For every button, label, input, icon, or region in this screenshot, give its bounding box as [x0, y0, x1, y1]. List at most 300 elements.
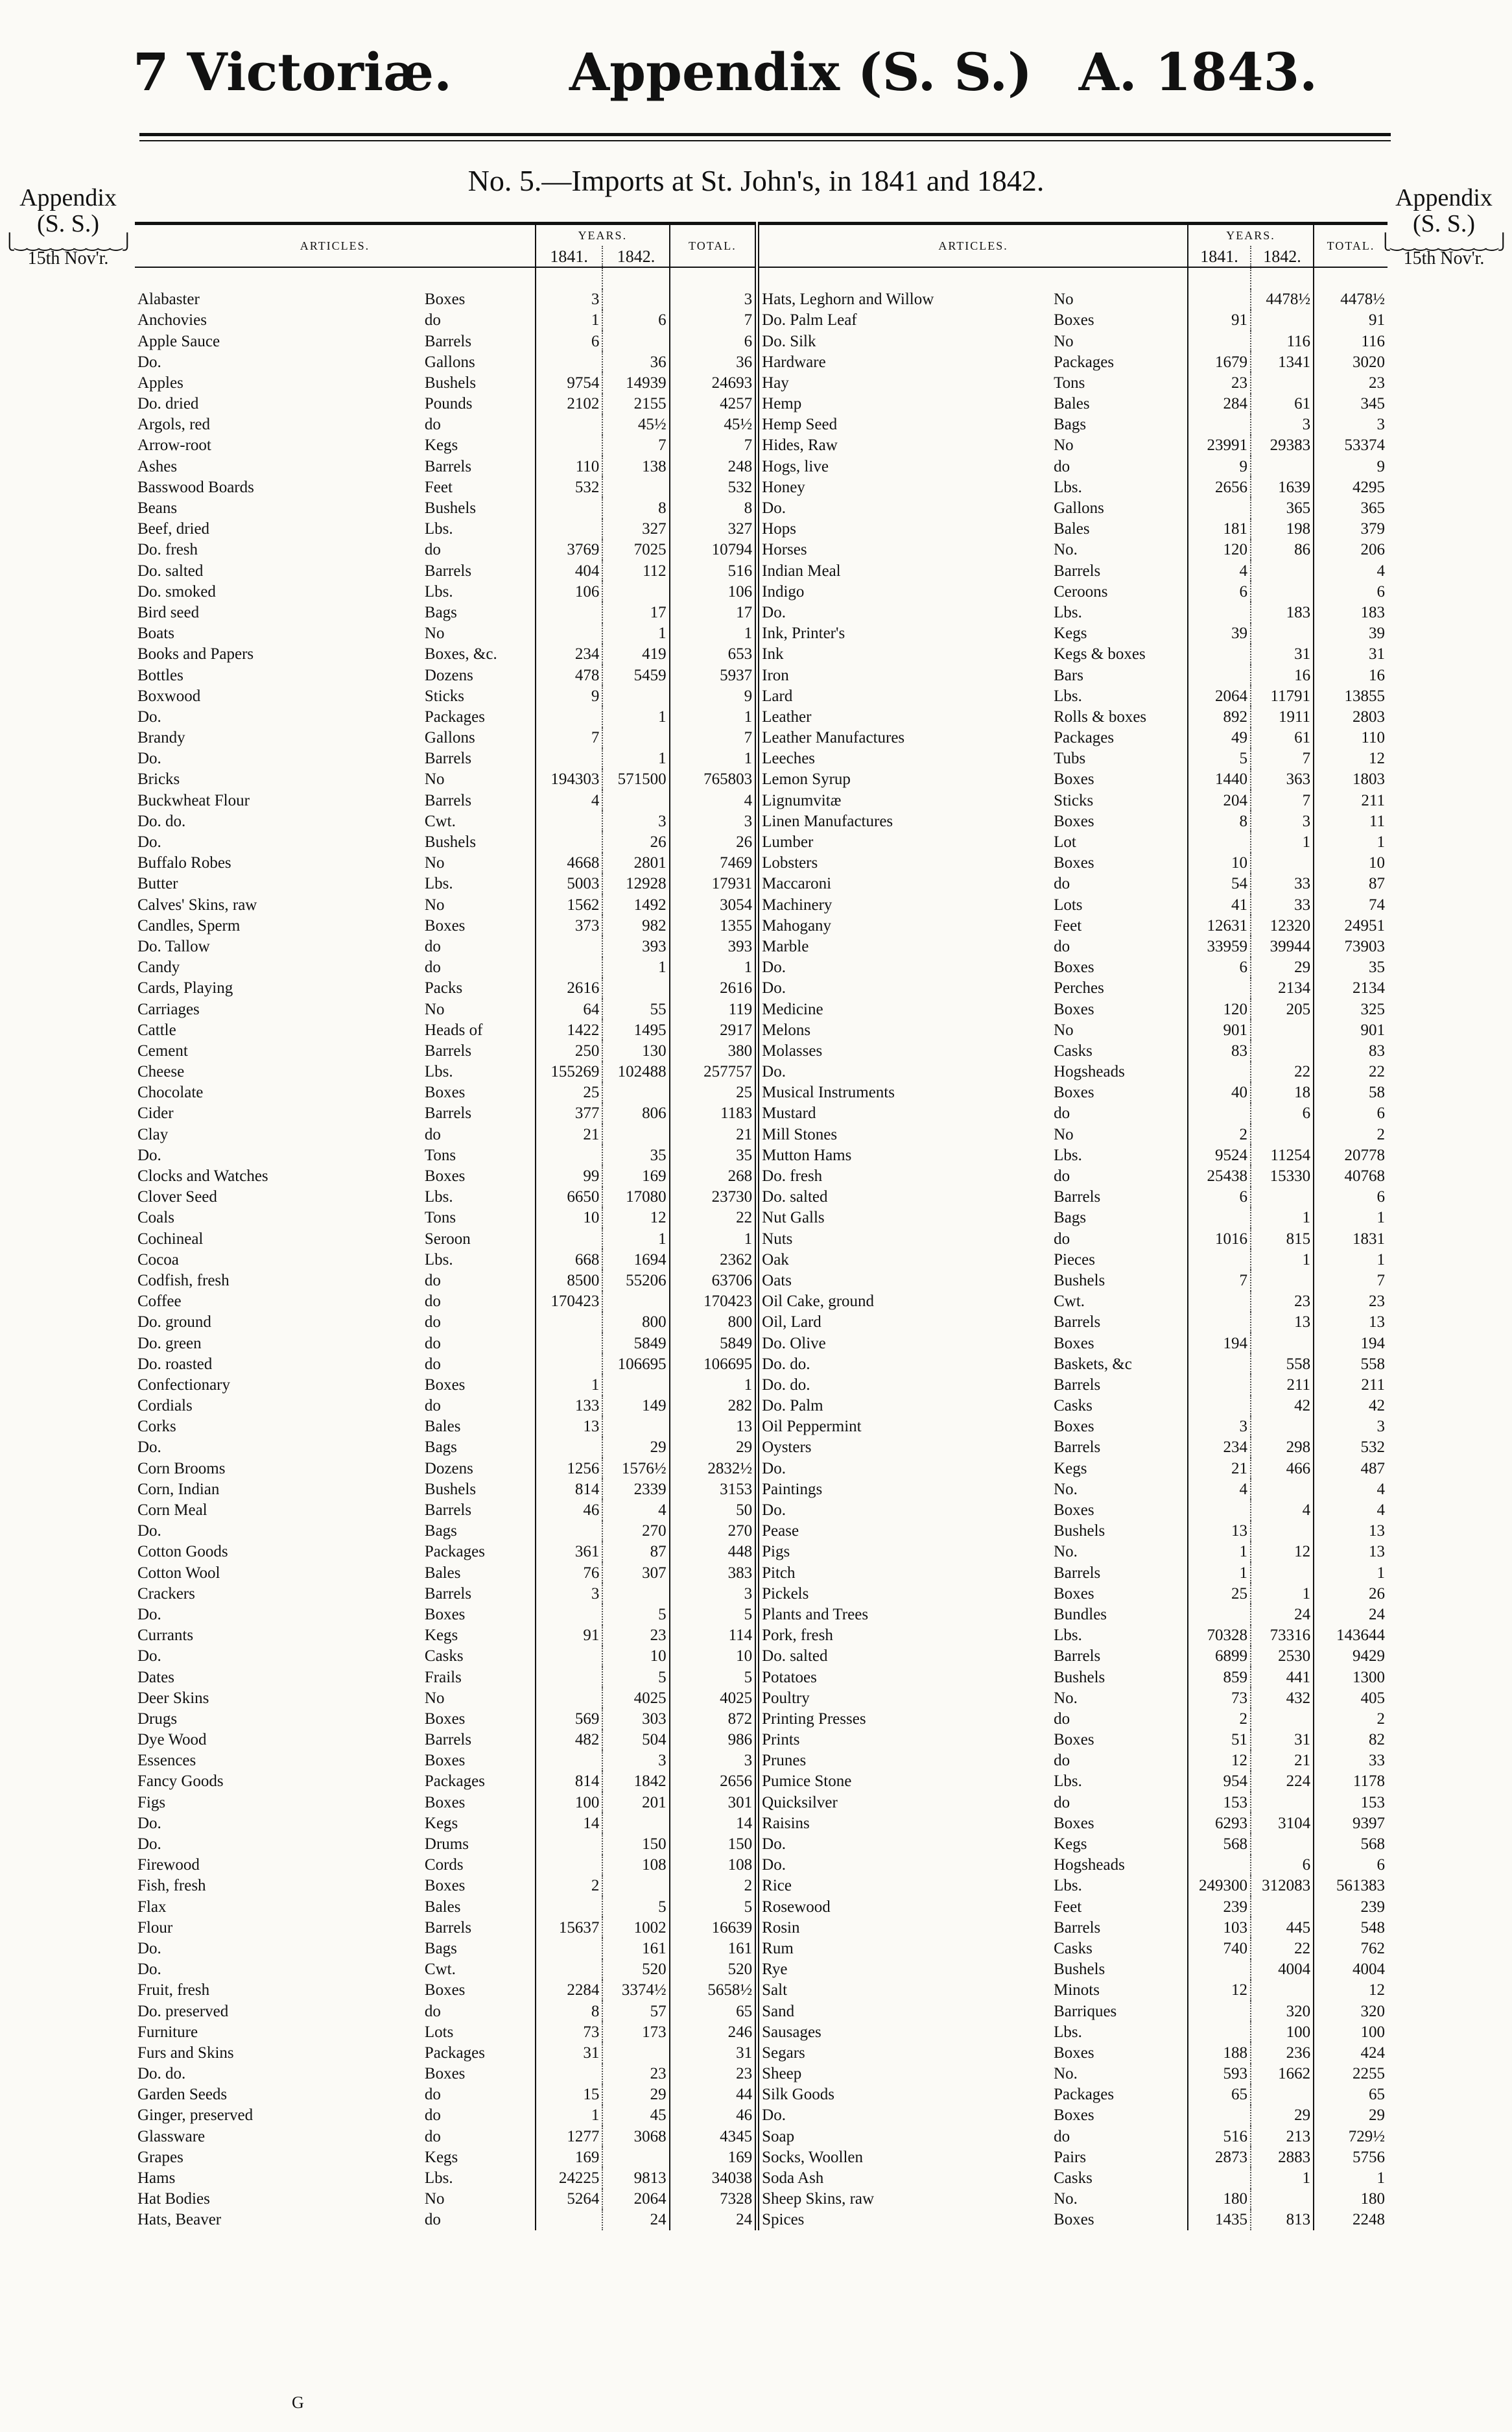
value-1841-cell: 2284: [536, 1980, 602, 2001]
value-1841-cell: 954: [1188, 1771, 1251, 1792]
unit-cell: Barrels: [424, 332, 472, 350]
value-1842-cell: 61: [1251, 728, 1314, 748]
value-1842-cell: 5: [602, 1896, 669, 1917]
article-cell: Ashes: [137, 457, 178, 475]
article-cell: Do.: [137, 1522, 161, 1540]
value-1842-cell: 183: [1251, 602, 1314, 623]
article-cell: Glassware: [137, 2127, 206, 2145]
unit-cell: No: [1054, 291, 1074, 309]
total-cell: 1: [670, 1228, 757, 1249]
value-1841-cell: 12: [1188, 1750, 1251, 1771]
table-row: [135, 372, 1388, 393]
table-row: [135, 1625, 1388, 1646]
unit-cell: Packages: [424, 2044, 485, 2062]
value-1841-cell: 377: [536, 1103, 602, 1124]
value-1842-cell: [1251, 1980, 1314, 2001]
value-1841-cell: 15637: [536, 1917, 602, 1938]
value-1842-cell: 1: [1251, 831, 1314, 852]
total-cell: 5849: [670, 1333, 757, 1353]
table-row: [135, 331, 1388, 352]
article-cell: Bottles: [137, 666, 183, 684]
article-cell: Lobsters: [757, 853, 1051, 874]
table-row: [135, 435, 1388, 456]
value-1841-cell: 2: [1188, 1124, 1251, 1145]
value-1842-cell: 23: [1251, 1291, 1314, 1312]
value-1842-cell: 1: [602, 1228, 669, 1249]
table-row: [135, 874, 1388, 894]
total-cell: 13855: [1314, 685, 1388, 706]
total-cell: 10: [670, 1646, 757, 1667]
value-1842-cell: [602, 685, 669, 706]
value-1841-cell: 593: [1188, 2064, 1251, 2084]
article-cell: Musical Instruments: [757, 1082, 1051, 1103]
value-1841-cell: 3769: [536, 540, 602, 560]
unit-cell: Boxes: [1054, 959, 1094, 977]
value-1841-cell: [536, 1312, 602, 1333]
table-row: [135, 1792, 1388, 1813]
value-1841-cell: 1: [1188, 1542, 1251, 1562]
value-1842-cell: 26: [602, 831, 669, 852]
unit-cell: No: [424, 1689, 445, 1707]
total-cell: 380: [670, 1040, 757, 1061]
value-1841-cell: 2: [536, 1876, 602, 1896]
total-cell: 106: [670, 581, 757, 602]
unit-cell: Lbs.: [1054, 1877, 1082, 1895]
value-1841-cell: 12: [1188, 1980, 1251, 2001]
article-cell: Corn, Indian: [137, 1480, 220, 1498]
total-cell: 7: [670, 310, 757, 331]
unit-cell: Bags: [424, 1939, 457, 1957]
unit-cell: Packages: [424, 708, 485, 726]
value-1842-cell: 35: [602, 1145, 669, 1165]
unit-cell: Dozens: [424, 666, 473, 684]
value-1841-cell: 569: [536, 1708, 602, 1729]
value-1841-cell: 6293: [1188, 1813, 1251, 1833]
article-cell: Do. Palm Leaf: [757, 310, 1051, 331]
value-1842-cell: 307: [602, 1562, 669, 1583]
value-1842-cell: 1: [602, 957, 669, 978]
article-cell: Do.: [757, 1458, 1051, 1479]
value-1841-cell: [536, 1604, 602, 1625]
table-row: [135, 1374, 1388, 1395]
table-row: [135, 1165, 1388, 1186]
unit-cell: do: [1054, 937, 1070, 955]
value-1841-cell: 54: [1188, 874, 1251, 894]
value-1841-cell: [1188, 1499, 1251, 1520]
article-cell: Do.: [137, 1814, 161, 1832]
value-1841-cell: [1188, 644, 1251, 665]
value-1841-cell: [1188, 1855, 1251, 1876]
article-cell: Raisins: [757, 1813, 1051, 1833]
value-1841-cell: 8: [536, 2001, 602, 2021]
article-cell: Lemon Syrup: [757, 769, 1051, 790]
unit-cell: Lbs.: [424, 1188, 453, 1206]
unit-cell: Lbs.: [1054, 1146, 1082, 1164]
unit-cell: Hogsheads: [1054, 1063, 1125, 1081]
total-cell: 13: [1314, 1521, 1388, 1542]
unit-cell: Lbs.: [1054, 603, 1082, 621]
total-cell: 63706: [670, 1270, 757, 1291]
value-1842-cell: 29: [1251, 957, 1314, 978]
article-cell: Prints: [757, 1730, 1051, 1750]
article-cell: Clay: [137, 1125, 169, 1143]
unit-cell: Bushels: [424, 1480, 477, 1498]
value-1842-cell: 12: [1251, 1542, 1314, 1562]
total-cell: 4004: [1314, 1959, 1388, 1980]
total-cell: 901: [1314, 1019, 1388, 1040]
unit-cell: Casks: [1054, 1397, 1093, 1415]
value-1842-cell: 224: [1251, 1771, 1314, 1792]
total-cell: 116: [1314, 331, 1388, 352]
unit-cell: No: [1054, 332, 1074, 350]
article-cell: Do. Tallow: [137, 937, 210, 955]
value-1842-cell: [1251, 1479, 1314, 1499]
value-1841-cell: 51: [1188, 1730, 1251, 1750]
unit-cell: Casks: [424, 1647, 464, 1665]
total-cell: 6: [1314, 581, 1388, 602]
value-1841-cell: [1188, 2021, 1251, 2042]
value-1841-cell: 170423: [536, 1291, 602, 1312]
article-cell: Oil Peppermint: [757, 1416, 1051, 1437]
unit-cell: Pieces: [1054, 1250, 1095, 1269]
unit-cell: Boxes: [1054, 2044, 1094, 2062]
value-1842-cell: 1639: [1251, 477, 1314, 497]
unit-cell: do: [424, 2127, 441, 2145]
total-cell: 13: [1314, 1542, 1388, 1562]
value-1841-cell: 23: [1188, 372, 1251, 393]
value-1841-cell: 65: [1188, 2084, 1251, 2105]
unit-cell: Casks: [1054, 2169, 1093, 2188]
value-1841-cell: 10: [536, 1208, 602, 1228]
value-1842-cell: 1495: [602, 1019, 669, 1040]
article-cell: Cordials: [137, 1397, 193, 1415]
total-cell: 29: [670, 1437, 757, 1458]
unit-cell: Lbs.: [1054, 1627, 1082, 1645]
table-row: [135, 540, 1388, 560]
unit-cell: do: [1054, 2127, 1070, 2145]
total-cell: 31: [670, 2042, 757, 2063]
table-row: [135, 853, 1388, 874]
value-1841-cell: [536, 435, 602, 456]
article-cell: Do.: [757, 1499, 1051, 1520]
value-1841-cell: [1188, 1374, 1251, 1395]
article-cell: Salt: [757, 1980, 1051, 2001]
unit-cell: do: [424, 1334, 441, 1352]
unit-cell: Boxes: [1054, 854, 1094, 872]
unit-cell: Barrels: [1054, 1313, 1101, 1331]
margin-note-ref: (S. S.): [36, 210, 100, 237]
value-1841-cell: 41: [1188, 894, 1251, 915]
value-1842-cell: 1: [1251, 1583, 1314, 1604]
value-1842-cell: 102488: [602, 1062, 669, 1082]
article-cell: Beef, dried: [137, 520, 210, 538]
value-1841-cell: 13: [1188, 1521, 1251, 1542]
value-1842-cell: 2883: [1251, 2147, 1314, 2167]
value-1842-cell: 55: [602, 999, 669, 1019]
article-cell: Socks, Woollen: [757, 2147, 1051, 2167]
table-row: [135, 2105, 1388, 2126]
value-1841-cell: 25438: [1188, 1165, 1251, 1186]
total-cell: 487: [1314, 1458, 1388, 1479]
total-cell: 6: [1314, 1855, 1388, 1876]
total-cell: 4: [1314, 1499, 1388, 1520]
article-cell: Do.: [757, 957, 1051, 978]
value-1842-cell: 303: [602, 1708, 669, 1729]
value-1842-cell: 5459: [602, 665, 669, 685]
total-cell: 5: [670, 1667, 757, 1687]
total-cell: 7: [670, 435, 757, 456]
table-row: [135, 581, 1388, 602]
value-1841-cell: 155269: [536, 1062, 602, 1082]
table-row: [135, 1604, 1388, 1625]
brace-icon: ⎩‿‿‿‿‿‿‿‿‿⎭: [3, 234, 133, 251]
value-1841-cell: 2102: [536, 394, 602, 414]
article-cell: Deer Skins: [137, 1689, 209, 1707]
value-1841-cell: 9: [536, 685, 602, 706]
unit-cell: Boxes: [424, 1084, 466, 1102]
value-1841-cell: [536, 352, 602, 372]
value-1841-cell: 4: [1188, 560, 1251, 581]
value-1841-cell: 4668: [536, 853, 602, 874]
article-cell: Do.: [757, 602, 1051, 623]
table-row: [135, 1687, 1388, 1708]
value-1841-cell: 740: [1188, 1938, 1251, 1959]
total-cell: 4: [1314, 1479, 1388, 1499]
total-cell: 194: [1314, 1333, 1388, 1353]
article-cell: Apples: [137, 374, 183, 392]
value-1842-cell: [602, 289, 669, 310]
value-1842-cell: 17: [602, 602, 669, 623]
total-cell: 1: [1314, 1249, 1388, 1270]
unit-cell: Kegs: [424, 2148, 458, 2166]
value-1842-cell: 36: [602, 352, 669, 372]
total-cell: 1: [670, 957, 757, 978]
total-cell: 5: [670, 1604, 757, 1625]
unit-cell: Kegs & boxes: [1054, 645, 1146, 663]
value-1841-cell: 194: [1188, 1333, 1251, 1353]
value-1841-cell: [1188, 1353, 1251, 1374]
value-1842-cell: [1251, 1270, 1314, 1291]
value-1841-cell: 482: [536, 1730, 602, 1750]
value-1841-cell: 7: [1188, 1270, 1251, 1291]
header-total-right: TOTAL.: [1314, 224, 1388, 268]
header-1841-right: 1841.: [1188, 246, 1251, 267]
value-1842-cell: 205: [1251, 999, 1314, 1019]
article-cell: Do. Olive: [757, 1333, 1051, 1353]
unit-cell: No: [424, 896, 445, 914]
total-cell: 9397: [1314, 1813, 1388, 1833]
value-1841-cell: 250: [536, 1040, 602, 1061]
value-1842-cell: 3: [602, 1750, 669, 1771]
table-row: [135, 1646, 1388, 1667]
article-cell: Lumber: [757, 831, 1051, 852]
value-1841-cell: 1440: [1188, 769, 1251, 790]
article-cell: Sausages: [757, 2021, 1051, 2042]
value-1842-cell: [602, 2147, 669, 2167]
total-cell: 44: [670, 2084, 757, 2105]
article-cell: Corn Brooms: [137, 1459, 226, 1477]
table-row: [135, 1959, 1388, 1980]
unit-cell: No: [1054, 1125, 1074, 1143]
article-cell: Poultry: [757, 1687, 1051, 1708]
unit-cell: No.: [1054, 1480, 1078, 1498]
total-cell: 325: [1314, 999, 1388, 1019]
article-cell: Sheep: [757, 2064, 1051, 2084]
value-1841-cell: 1422: [536, 1019, 602, 1040]
article-cell: Confectionary: [137, 1376, 231, 1394]
article-cell: Soap: [757, 2126, 1051, 2147]
value-1841-cell: [1188, 1312, 1251, 1333]
value-1841-cell: [536, 1938, 602, 1959]
value-1841-cell: 9: [1188, 456, 1251, 477]
unit-cell: Boxes: [424, 1376, 466, 1394]
value-1841-cell: 2: [1188, 1708, 1251, 1729]
total-cell: 5756: [1314, 2147, 1388, 2167]
table-row: [135, 1416, 1388, 1437]
value-1842-cell: [1251, 1792, 1314, 1813]
total-cell: 40768: [1314, 1165, 1388, 1186]
table-row: [135, 623, 1388, 644]
value-1841-cell: [536, 1750, 602, 1771]
unit-cell: Barrels: [424, 457, 472, 475]
unit-cell: Barrels: [424, 1104, 472, 1123]
table-row: [135, 1771, 1388, 1792]
unit-cell: do: [1054, 1230, 1070, 1248]
table-row: [135, 2064, 1388, 2084]
total-cell: 17931: [670, 874, 757, 894]
value-1842-cell: 4: [602, 1499, 669, 1520]
total-cell: 2803: [1314, 706, 1388, 727]
article-cell: Boats: [137, 625, 174, 643]
unit-cell: Bales: [1054, 395, 1090, 413]
value-1841-cell: [536, 936, 602, 957]
total-cell: 23: [1314, 1291, 1388, 1312]
value-1842-cell: [1251, 310, 1314, 331]
value-1842-cell: 1: [602, 706, 669, 727]
article-cell: Do. do.: [757, 1353, 1051, 1374]
unit-cell: Barrels: [1054, 1564, 1101, 1582]
value-1841-cell: 6: [536, 331, 602, 352]
value-1841-cell: 8: [1188, 811, 1251, 831]
value-1841-cell: 3: [536, 289, 602, 310]
unit-cell: Frails: [424, 1668, 462, 1686]
value-1841-cell: 4: [1188, 1479, 1251, 1499]
value-1841-cell: 6: [1188, 957, 1251, 978]
value-1841-cell: 234: [1188, 1437, 1251, 1458]
article-cell: Cocoa: [137, 1250, 179, 1269]
table-row: [135, 1876, 1388, 1896]
unit-cell: Boxes: [424, 2065, 466, 2083]
value-1841-cell: [1188, 831, 1251, 852]
table-row: [135, 1396, 1388, 1416]
value-1842-cell: 29: [1251, 2105, 1314, 2126]
unit-cell: Feet: [1054, 1898, 1082, 1916]
total-cell: 4025: [670, 1687, 757, 1708]
article-cell: Lard: [757, 685, 1051, 706]
table-row: [135, 414, 1388, 435]
article-cell: Do. roasted: [137, 1355, 213, 1373]
article-cell: Do. salted: [137, 562, 204, 580]
total-cell: 2917: [670, 1019, 757, 1040]
value-1841-cell: 91: [536, 1625, 602, 1646]
unit-cell: No: [424, 625, 445, 643]
unit-cell: Gallons: [424, 353, 475, 371]
total-cell: 2134: [1314, 978, 1388, 999]
total-cell: 345: [1314, 394, 1388, 414]
value-1841-cell: [1188, 2167, 1251, 2188]
unit-cell: No: [424, 2190, 445, 2208]
table-row: [135, 1855, 1388, 1876]
table-row: [135, 1082, 1388, 1103]
value-1842-cell: 61: [1251, 394, 1314, 414]
table-row: [135, 1479, 1388, 1499]
table-row: [135, 289, 1388, 310]
article-cell: Carriages: [137, 1000, 200, 1018]
value-1842-cell: 3374½: [602, 1980, 669, 2001]
total-cell: 1: [670, 706, 757, 727]
article-cell: Do. ground: [137, 1313, 211, 1331]
article-cell: Pork, fresh: [757, 1625, 1051, 1646]
header-total-left: TOTAL.: [670, 224, 757, 268]
unit-cell: Boxes: [424, 1877, 466, 1895]
unit-cell: Bushels: [424, 833, 477, 852]
article-cell: Rosewood: [757, 1896, 1051, 1917]
value-1841-cell: [536, 414, 602, 435]
unit-cell: Bushels: [1054, 1961, 1105, 1979]
unit-cell: Bushels: [1054, 1668, 1105, 1686]
value-1842-cell: 33: [1251, 874, 1314, 894]
table-row: [135, 2189, 1388, 2210]
unit-cell: Packages: [1054, 729, 1115, 747]
value-1842-cell: [1251, 456, 1314, 477]
running-head-session: 7 Victoriæ.: [133, 42, 452, 102]
total-cell: 248: [670, 456, 757, 477]
value-1841-cell: 3: [536, 1583, 602, 1604]
article-cell: Do. salted: [757, 1646, 1051, 1667]
unit-cell: Lbs.: [424, 875, 453, 893]
total-cell: 4345: [670, 2126, 757, 2147]
value-1841-cell: [1188, 1103, 1251, 1124]
header-years-right: YEARS.: [1188, 224, 1314, 246]
unit-cell: Barrels: [424, 1042, 472, 1060]
table-row: [135, 1917, 1388, 1938]
value-1841-cell: [536, 1228, 602, 1249]
total-cell: 800: [670, 1312, 757, 1333]
total-cell: 986: [670, 1730, 757, 1750]
table-row: [135, 1187, 1388, 1208]
total-cell: 3: [670, 289, 757, 310]
unit-cell: No: [424, 770, 445, 789]
value-1841-cell: 4: [536, 790, 602, 811]
unit-cell: do: [424, 416, 441, 434]
value-1842-cell: 55206: [602, 1270, 669, 1291]
value-1842-cell: 815: [1251, 1228, 1314, 1249]
table-row: [135, 310, 1388, 331]
total-cell: 239: [1314, 1896, 1388, 1917]
value-1842-cell: 7025: [602, 540, 669, 560]
total-cell: 2832½: [670, 1458, 757, 1479]
total-cell: 46: [670, 2105, 757, 2126]
total-cell: 23730: [670, 1187, 757, 1208]
article-cell: Do. salted: [757, 1187, 1051, 1208]
article-cell: Figs: [137, 1793, 166, 1811]
unit-cell: Barrels: [424, 791, 472, 809]
unit-cell: Boxes: [424, 1793, 466, 1811]
unit-cell: do: [424, 311, 441, 329]
value-1841-cell: [1188, 414, 1251, 435]
table-row: [135, 1813, 1388, 1833]
article-cell: Linen Manufactures: [757, 811, 1051, 831]
